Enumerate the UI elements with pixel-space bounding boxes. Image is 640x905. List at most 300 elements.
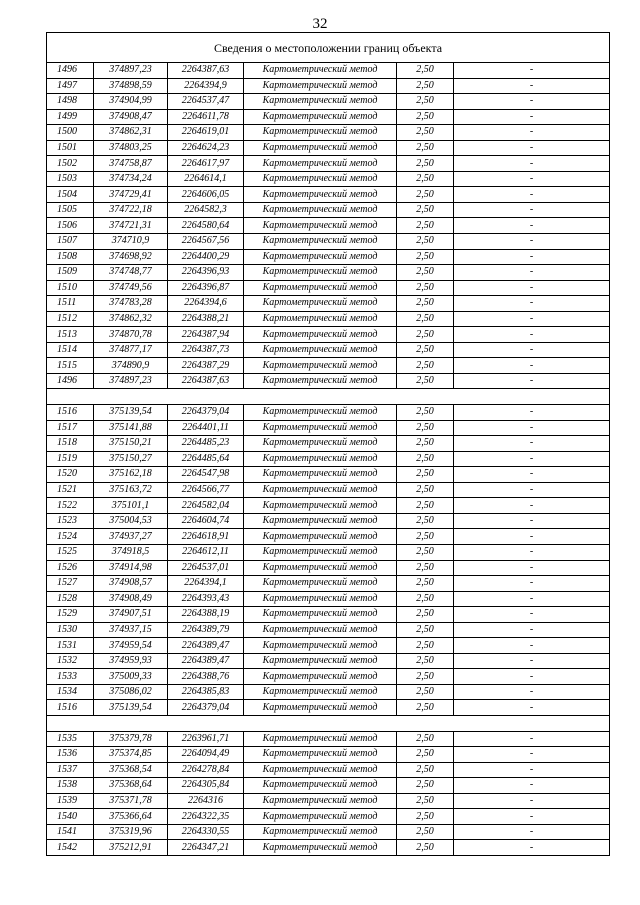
cell-description: - — [454, 171, 610, 187]
cell-coordinate-x: 374748,77 — [94, 265, 168, 281]
cell-method: Картометрический метод — [244, 405, 397, 421]
boundary-coordinates-table — [46, 32, 610, 856]
cell-accuracy: 2,50 — [397, 560, 454, 576]
cell-coordinate-y: 2264396,87 — [168, 280, 244, 296]
cell-method: Картометрический метод — [244, 125, 397, 141]
cell-point-number: 1522 — [47, 498, 94, 514]
cell-method: Картометрический метод — [244, 296, 397, 312]
cell-coordinate-x: 374890,9 — [94, 358, 168, 374]
cell-method: Картометрический метод — [244, 498, 397, 514]
cell-method: Картометрический метод — [244, 63, 397, 79]
cell-description: - — [454, 700, 610, 716]
cell-method: Картометрический метод — [244, 156, 397, 172]
cell-accuracy: 2,50 — [397, 591, 454, 607]
cell-coordinate-y: 2264614,1 — [168, 171, 244, 187]
cell-point-number: 1531 — [47, 638, 94, 654]
cell-description: - — [454, 498, 610, 514]
cell-accuracy: 2,50 — [397, 669, 454, 685]
cell-method: Картометрический метод — [244, 669, 397, 685]
cell-accuracy: 2,50 — [397, 405, 454, 421]
cell-coordinate-y: 2264388,21 — [168, 311, 244, 327]
table-row — [47, 311, 610, 327]
table-row — [47, 747, 610, 763]
cell-coordinate-x: 374959,93 — [94, 653, 168, 669]
cell-point-number: 1535 — [47, 731, 94, 747]
group-separator-row — [47, 389, 610, 405]
cell-coordinate-y: 2264582,04 — [168, 498, 244, 514]
cell-accuracy: 2,50 — [397, 498, 454, 514]
table-row — [47, 63, 610, 79]
table-body — [47, 33, 610, 856]
cell-method: Картометрический метод — [244, 591, 397, 607]
cell-coordinate-x: 374908,49 — [94, 591, 168, 607]
cell-coordinate-x: 374918,5 — [94, 544, 168, 560]
cell-coordinate-x: 375374,85 — [94, 747, 168, 763]
table-row — [47, 78, 610, 94]
cell-accuracy: 2,50 — [397, 249, 454, 265]
cell-point-number: 1513 — [47, 327, 94, 343]
cell-coordinate-x: 375150,27 — [94, 451, 168, 467]
table-row — [47, 778, 610, 794]
cell-coordinate-x: 374914,98 — [94, 560, 168, 576]
cell-accuracy: 2,50 — [397, 778, 454, 794]
cell-coordinate-x: 374749,56 — [94, 280, 168, 296]
table-row — [47, 576, 610, 592]
cell-accuracy: 2,50 — [397, 824, 454, 840]
cell-coordinate-y: 2264396,93 — [168, 265, 244, 281]
cell-method: Картометрический метод — [244, 265, 397, 281]
cell-method: Картометрический метод — [244, 171, 397, 187]
table-row — [47, 358, 610, 374]
cell-point-number: 1510 — [47, 280, 94, 296]
cell-coordinate-y: 2264389,47 — [168, 653, 244, 669]
cell-description: - — [454, 109, 610, 125]
cell-description: - — [454, 78, 610, 94]
cell-point-number: 1515 — [47, 358, 94, 374]
cell-coordinate-y: 2264388,76 — [168, 669, 244, 685]
cell-point-number: 1530 — [47, 622, 94, 638]
group-separator-row — [47, 715, 610, 731]
cell-coordinate-x: 375366,64 — [94, 809, 168, 825]
table-row — [47, 280, 610, 296]
cell-method: Картометрический метод — [244, 762, 397, 778]
cell-description: - — [454, 482, 610, 498]
cell-point-number: 1527 — [47, 576, 94, 592]
cell-coordinate-y: 2264537,01 — [168, 560, 244, 576]
cell-description: - — [454, 653, 610, 669]
cell-method: Картометрический метод — [244, 576, 397, 592]
cell-accuracy: 2,50 — [397, 638, 454, 654]
cell-accuracy: 2,50 — [397, 576, 454, 592]
cell-description: - — [454, 249, 610, 265]
cell-coordinate-y: 2264580,64 — [168, 218, 244, 234]
cell-accuracy: 2,50 — [397, 762, 454, 778]
cell-method: Картометрический метод — [244, 638, 397, 654]
cell-coordinate-x: 374729,41 — [94, 187, 168, 203]
cell-coordinate-x: 374959,54 — [94, 638, 168, 654]
cell-method: Картометрический метод — [244, 684, 397, 700]
cell-coordinate-y: 2264547,98 — [168, 467, 244, 483]
cell-point-number: 1514 — [47, 342, 94, 358]
table-row — [47, 669, 610, 685]
cell-coordinate-y: 2264394,9 — [168, 78, 244, 94]
cell-method: Картометрический метод — [244, 94, 397, 110]
cell-accuracy: 2,50 — [397, 793, 454, 809]
cell-point-number: 1538 — [47, 778, 94, 794]
cell-coordinate-y: 2264388,19 — [168, 607, 244, 623]
cell-coordinate-y: 2264624,23 — [168, 140, 244, 156]
cell-description: - — [454, 63, 610, 79]
cell-coordinate-y: 2264611,78 — [168, 109, 244, 125]
cell-coordinate-x: 374897,23 — [94, 63, 168, 79]
cell-coordinate-x: 375162,18 — [94, 467, 168, 483]
cell-accuracy: 2,50 — [397, 700, 454, 716]
cell-coordinate-x: 374783,28 — [94, 296, 168, 312]
cell-point-number: 1509 — [47, 265, 94, 281]
cell-description: - — [454, 296, 610, 312]
cell-description: - — [454, 405, 610, 421]
cell-coordinate-x: 374907,51 — [94, 607, 168, 623]
cell-point-number: 1516 — [47, 700, 94, 716]
cell-coordinate-y: 2264394,1 — [168, 576, 244, 592]
cell-method: Картометрический метод — [244, 529, 397, 545]
cell-method: Картометрический метод — [244, 809, 397, 825]
cell-accuracy: 2,50 — [397, 622, 454, 638]
cell-coordinate-y: 2264387,73 — [168, 342, 244, 358]
table-row — [47, 700, 610, 716]
table-row — [47, 405, 610, 421]
cell-accuracy: 2,50 — [397, 747, 454, 763]
cell-accuracy: 2,50 — [397, 202, 454, 218]
cell-coordinate-y: 2264617,97 — [168, 156, 244, 172]
page-number: 32 — [312, 16, 328, 32]
cell-coordinate-x: 374862,32 — [94, 311, 168, 327]
cell-point-number: 1541 — [47, 824, 94, 840]
cell-accuracy: 2,50 — [397, 78, 454, 94]
cell-point-number: 1516 — [47, 405, 94, 421]
table-row — [47, 809, 610, 825]
cell-coordinate-y: 2264330,55 — [168, 824, 244, 840]
cell-coordinate-y: 2264389,79 — [168, 622, 244, 638]
cell-method: Картометрический метод — [244, 140, 397, 156]
cell-coordinate-y: 2264322,35 — [168, 809, 244, 825]
cell-point-number: 1523 — [47, 513, 94, 529]
cell-accuracy: 2,50 — [397, 94, 454, 110]
cell-description: - — [454, 638, 610, 654]
cell-accuracy: 2,50 — [397, 467, 454, 483]
cell-description: - — [454, 560, 610, 576]
cell-accuracy: 2,50 — [397, 684, 454, 700]
cell-coordinate-x: 375368,54 — [94, 762, 168, 778]
cell-point-number: 1512 — [47, 311, 94, 327]
cell-point-number: 1508 — [47, 249, 94, 265]
cell-accuracy: 2,50 — [397, 513, 454, 529]
cell-coordinate-x: 375150,21 — [94, 436, 168, 452]
cell-point-number: 1528 — [47, 591, 94, 607]
cell-method: Картометрический метод — [244, 436, 397, 452]
table-row — [47, 607, 610, 623]
cell-point-number: 1507 — [47, 234, 94, 250]
table-row — [47, 824, 610, 840]
table-row — [47, 793, 610, 809]
cell-coordinate-x: 375139,54 — [94, 700, 168, 716]
cell-description: - — [454, 793, 610, 809]
cell-coordinate-y: 2264612,11 — [168, 544, 244, 560]
cell-coordinate-y: 2264387,63 — [168, 373, 244, 389]
cell-method: Картометрический метод — [244, 544, 397, 560]
cell-coordinate-y: 2264305,84 — [168, 778, 244, 794]
cell-method: Картометрический метод — [244, 778, 397, 794]
cell-point-number: 1539 — [47, 793, 94, 809]
cell-accuracy: 2,50 — [397, 218, 454, 234]
table-row — [47, 436, 610, 452]
cell-method: Картометрический метод — [244, 342, 397, 358]
cell-coordinate-y: 2264278,84 — [168, 762, 244, 778]
cell-description: - — [454, 436, 610, 452]
cell-coordinate-y: 2264385,83 — [168, 684, 244, 700]
table-row — [47, 202, 610, 218]
cell-point-number: 1518 — [47, 436, 94, 452]
cell-method: Картометрический метод — [244, 653, 397, 669]
cell-coordinate-y: 2264401,11 — [168, 420, 244, 436]
cell-coordinate-x: 374734,24 — [94, 171, 168, 187]
cell-method: Картометрический метод — [244, 513, 397, 529]
table-row — [47, 513, 610, 529]
cell-description: - — [454, 809, 610, 825]
table-row — [47, 498, 610, 514]
cell-coordinate-x: 375319,96 — [94, 824, 168, 840]
cell-method: Картометрический метод — [244, 622, 397, 638]
cell-coordinate-y: 2264566,77 — [168, 482, 244, 498]
cell-point-number: 1505 — [47, 202, 94, 218]
cell-method: Картометрический метод — [244, 420, 397, 436]
table-row — [47, 482, 610, 498]
cell-description: - — [454, 342, 610, 358]
table-row — [47, 840, 610, 856]
cell-method: Картометрический метод — [244, 560, 397, 576]
table-title-row — [47, 33, 610, 63]
cell-coordinate-x: 374710,9 — [94, 234, 168, 250]
cell-accuracy: 2,50 — [397, 840, 454, 856]
cell-description: - — [454, 778, 610, 794]
cell-coordinate-y: 2264394,6 — [168, 296, 244, 312]
cell-point-number: 1532 — [47, 653, 94, 669]
table-row — [47, 171, 610, 187]
cell-coordinate-x: 375368,64 — [94, 778, 168, 794]
table-row — [47, 156, 610, 172]
cell-coordinate-x: 374904,99 — [94, 94, 168, 110]
cell-accuracy: 2,50 — [397, 482, 454, 498]
cell-coordinate-x: 374898,59 — [94, 78, 168, 94]
section-title: Сведения о местоположении границ объекта — [47, 33, 610, 63]
cell-coordinate-y: 2264379,04 — [168, 700, 244, 716]
cell-coordinate-x: 374937,15 — [94, 622, 168, 638]
cell-accuracy: 2,50 — [397, 109, 454, 125]
cell-coordinate-x: 374862,31 — [94, 125, 168, 141]
cell-coordinate-y: 2264618,91 — [168, 529, 244, 545]
cell-description: - — [454, 544, 610, 560]
cell-coordinate-y: 2264389,47 — [168, 638, 244, 654]
cell-method: Картометрический метод — [244, 824, 397, 840]
cell-description: - — [454, 125, 610, 141]
cell-method: Картометрический метод — [244, 840, 397, 856]
cell-description: - — [454, 669, 610, 685]
cell-point-number: 1540 — [47, 809, 94, 825]
cell-method: Картометрический метод — [244, 78, 397, 94]
cell-description: - — [454, 731, 610, 747]
table-row — [47, 327, 610, 343]
cell-point-number: 1497 — [47, 78, 94, 94]
cell-point-number: 1524 — [47, 529, 94, 545]
cell-coordinate-x: 374870,78 — [94, 327, 168, 343]
cell-description: - — [454, 156, 610, 172]
cell-method: Картометрический метод — [244, 109, 397, 125]
cell-accuracy: 2,50 — [397, 171, 454, 187]
cell-coordinate-y: 2264619,01 — [168, 125, 244, 141]
cell-accuracy: 2,50 — [397, 358, 454, 374]
table-row — [47, 653, 610, 669]
cell-method: Картометрический метод — [244, 327, 397, 343]
cell-coordinate-x: 374803,25 — [94, 140, 168, 156]
cell-coordinate-x: 374908,57 — [94, 576, 168, 592]
cell-coordinate-x: 375141,88 — [94, 420, 168, 436]
cell-method: Картометрический метод — [244, 358, 397, 374]
table-row — [47, 140, 610, 156]
table-row — [47, 125, 610, 141]
cell-coordinate-y: 2264485,23 — [168, 436, 244, 452]
table-row — [47, 560, 610, 576]
table-row — [47, 342, 610, 358]
cell-accuracy: 2,50 — [397, 125, 454, 141]
cell-description: - — [454, 622, 610, 638]
cell-point-number: 1511 — [47, 296, 94, 312]
table-row — [47, 373, 610, 389]
cell-coordinate-y: 2264537,47 — [168, 94, 244, 110]
cell-coordinate-y: 2264347,21 — [168, 840, 244, 856]
group-separator-cell — [47, 715, 610, 731]
cell-coordinate-x: 374722,18 — [94, 202, 168, 218]
cell-description: - — [454, 327, 610, 343]
cell-coordinate-x: 375212,91 — [94, 840, 168, 856]
cell-coordinate-x: 374698,92 — [94, 249, 168, 265]
cell-accuracy: 2,50 — [397, 187, 454, 203]
cell-coordinate-x: 375009,33 — [94, 669, 168, 685]
table-row — [47, 762, 610, 778]
cell-point-number: 1496 — [47, 373, 94, 389]
cell-method: Картометрический метод — [244, 373, 397, 389]
cell-point-number: 1504 — [47, 187, 94, 203]
table-row — [47, 109, 610, 125]
cell-coordinate-y: 2264387,63 — [168, 63, 244, 79]
cell-description: - — [454, 467, 610, 483]
cell-accuracy: 2,50 — [397, 436, 454, 452]
cell-description: - — [454, 94, 610, 110]
table-row — [47, 218, 610, 234]
cell-accuracy: 2,50 — [397, 731, 454, 747]
cell-method: Картометрический метод — [244, 731, 397, 747]
cell-accuracy: 2,50 — [397, 311, 454, 327]
cell-coordinate-y: 2264387,94 — [168, 327, 244, 343]
cell-description: - — [454, 591, 610, 607]
table-row — [47, 544, 610, 560]
cell-coordinate-y: 2264094,49 — [168, 747, 244, 763]
cell-point-number: 1496 — [47, 63, 94, 79]
cell-point-number: 1521 — [47, 482, 94, 498]
cell-method: Картометрический метод — [244, 700, 397, 716]
cell-method: Картометрический метод — [244, 607, 397, 623]
cell-accuracy: 2,50 — [397, 607, 454, 623]
cell-point-number: 1537 — [47, 762, 94, 778]
cell-point-number: 1498 — [47, 94, 94, 110]
cell-method: Картометрический метод — [244, 249, 397, 265]
cell-method: Картометрический метод — [244, 311, 397, 327]
cell-method: Картометрический метод — [244, 187, 397, 203]
cell-point-number: 1502 — [47, 156, 94, 172]
cell-description: - — [454, 140, 610, 156]
cell-description: - — [454, 607, 610, 623]
cell-accuracy: 2,50 — [397, 653, 454, 669]
cell-coordinate-x: 374937,27 — [94, 529, 168, 545]
cell-coordinate-x: 375379,78 — [94, 731, 168, 747]
cell-accuracy: 2,50 — [397, 529, 454, 545]
table-row — [47, 591, 610, 607]
cell-coordinate-x: 374877,17 — [94, 342, 168, 358]
cell-accuracy: 2,50 — [397, 140, 454, 156]
cell-accuracy: 2,50 — [397, 451, 454, 467]
cell-point-number: 1525 — [47, 544, 94, 560]
cell-description: - — [454, 358, 610, 374]
cell-coordinate-y: 2264393,43 — [168, 591, 244, 607]
cell-accuracy: 2,50 — [397, 373, 454, 389]
cell-coordinate-x: 375371,78 — [94, 793, 168, 809]
cell-point-number: 1536 — [47, 747, 94, 763]
cell-point-number: 1520 — [47, 467, 94, 483]
table-row — [47, 529, 610, 545]
cell-description: - — [454, 451, 610, 467]
table-row — [47, 731, 610, 747]
table-row — [47, 420, 610, 436]
cell-accuracy: 2,50 — [397, 63, 454, 79]
table-row — [47, 265, 610, 281]
cell-coordinate-y: 2264379,04 — [168, 405, 244, 421]
cell-coordinate-y: 2264387,29 — [168, 358, 244, 374]
group-separator-cell — [47, 389, 610, 405]
cell-point-number: 1519 — [47, 451, 94, 467]
cell-accuracy: 2,50 — [397, 420, 454, 436]
cell-description: - — [454, 747, 610, 763]
cell-accuracy: 2,50 — [397, 265, 454, 281]
cell-accuracy: 2,50 — [397, 296, 454, 312]
cell-method: Картометрический метод — [244, 280, 397, 296]
cell-coordinate-x: 375139,54 — [94, 405, 168, 421]
table-row — [47, 638, 610, 654]
table-row — [47, 622, 610, 638]
cell-point-number: 1526 — [47, 560, 94, 576]
cell-method: Картометрический метод — [244, 747, 397, 763]
cell-coordinate-x: 374908,47 — [94, 109, 168, 125]
table-row — [47, 296, 610, 312]
cell-point-number: 1529 — [47, 607, 94, 623]
cell-coordinate-y: 2264485,64 — [168, 451, 244, 467]
table-row — [47, 684, 610, 700]
cell-point-number: 1499 — [47, 109, 94, 125]
cell-accuracy: 2,50 — [397, 809, 454, 825]
cell-accuracy: 2,50 — [397, 327, 454, 343]
cell-point-number: 1542 — [47, 840, 94, 856]
cell-description: - — [454, 576, 610, 592]
table-row — [47, 451, 610, 467]
cell-description: - — [454, 420, 610, 436]
